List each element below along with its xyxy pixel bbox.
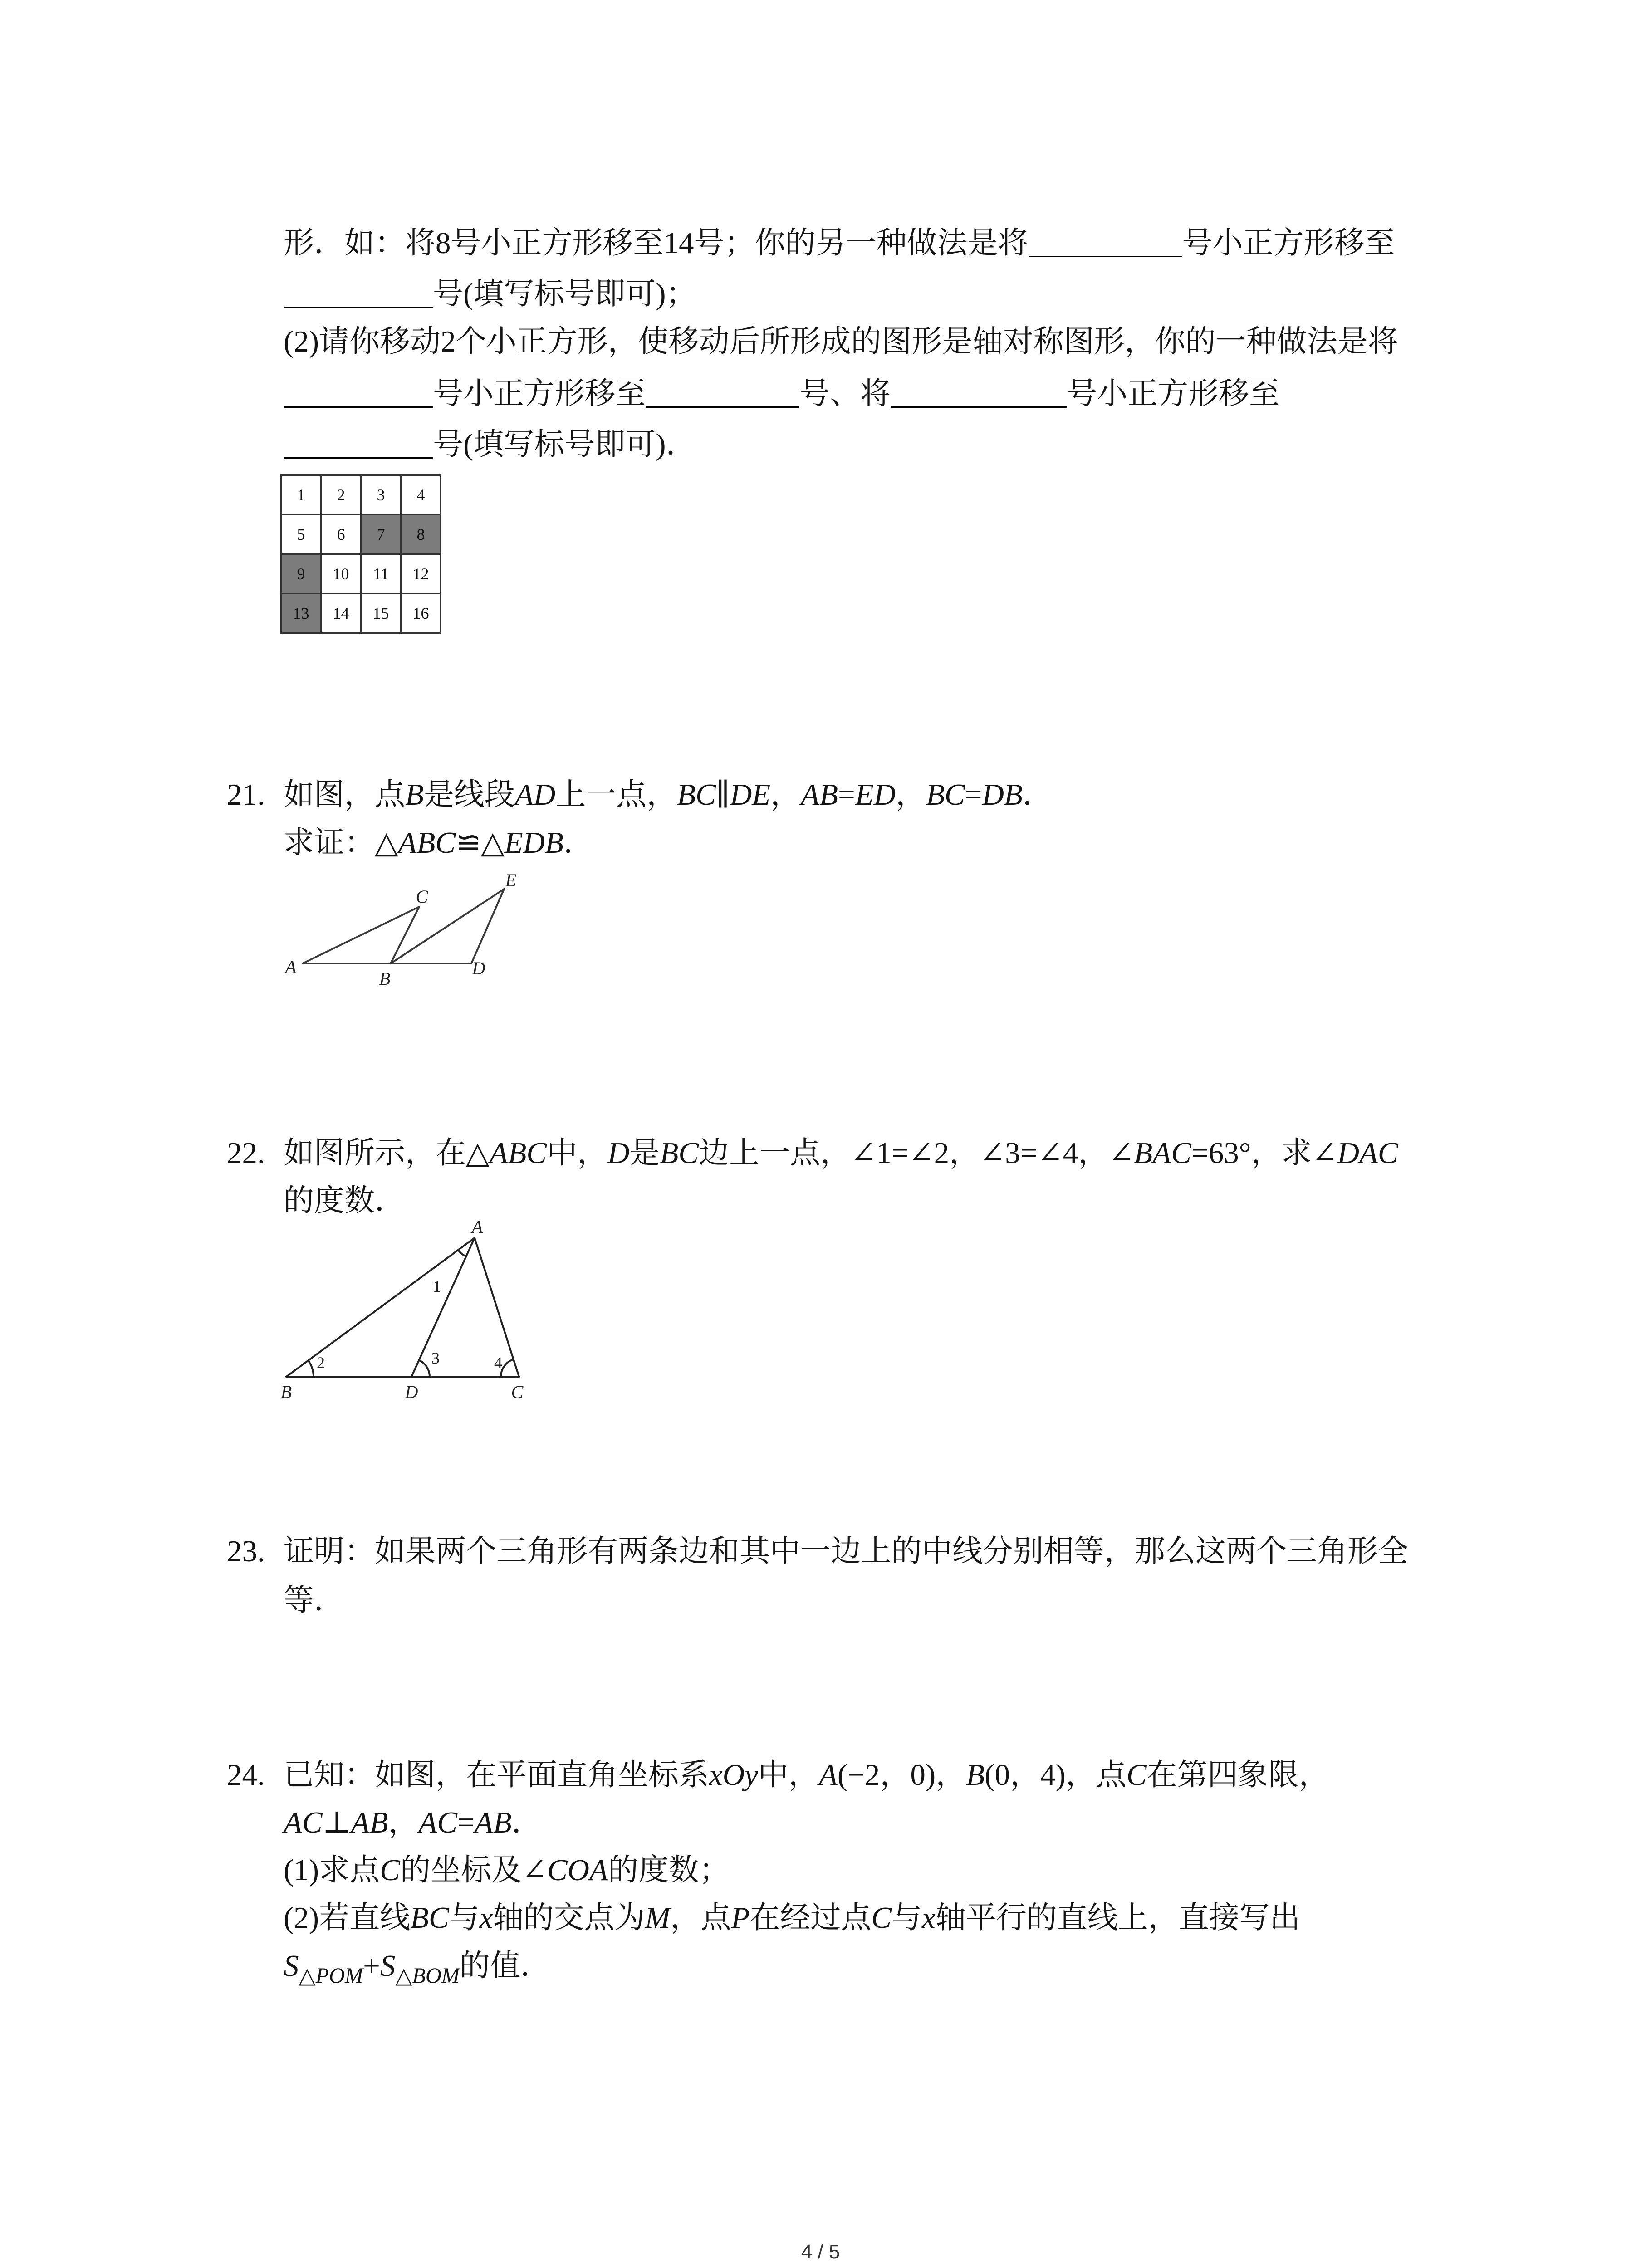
text-segment: =63°，求∠ xyxy=(1191,1136,1337,1170)
text-segment: ，点 xyxy=(670,1901,731,1935)
math-variable: BC xyxy=(410,1901,449,1935)
math-variable: x xyxy=(921,1901,936,1935)
point-label-a: A xyxy=(471,1217,483,1237)
angle-label-4: 4 xyxy=(494,1354,502,1372)
math-variable: C xyxy=(871,1901,892,1935)
text-segment: (2)请你移动2个小正方形，使移动后所形成的图形是轴对称图形，你的一种做法是将 xyxy=(284,325,1398,358)
text-segment: (2)若直线 xyxy=(284,1901,411,1935)
text-segment: 上一点， xyxy=(555,778,677,811)
answer-blank xyxy=(284,279,433,308)
grid-cell: 1 xyxy=(282,476,322,515)
answer-blank xyxy=(646,379,799,408)
grid-cell: 14 xyxy=(322,594,362,634)
math-symbol: ∥ xyxy=(715,778,730,811)
text-segment: 如图，点 xyxy=(284,778,405,811)
grid-cell: 4 xyxy=(402,476,441,515)
answer-blank xyxy=(284,430,433,459)
text-segment: ， xyxy=(388,1806,419,1839)
grid-cell: 2 xyxy=(322,476,362,515)
q20-part1-line1 xyxy=(284,218,1395,269)
text-segment: 在第四象限， xyxy=(1146,1758,1329,1792)
math-variable: AB xyxy=(801,778,838,811)
point-label-c: C xyxy=(511,1382,524,1402)
answer-blank xyxy=(284,379,433,408)
math-symbol: ⊥ xyxy=(322,1806,351,1839)
math-variable: A xyxy=(818,1758,838,1792)
math-variable: COA xyxy=(547,1853,608,1887)
math-variable: BC xyxy=(926,778,965,811)
q20-part2-line1 xyxy=(284,316,1398,367)
segment-ad xyxy=(411,1238,475,1377)
math-variable: BC xyxy=(660,1136,699,1170)
text-segment: (−2，0)， xyxy=(837,1758,966,1792)
math-symbol: △ xyxy=(395,1964,412,1988)
q21-line1 xyxy=(284,769,1053,820)
segment-ac xyxy=(303,907,419,963)
math-variable: AC xyxy=(284,1806,323,1839)
q24-line3 xyxy=(284,1845,730,1896)
question-number: 24. xyxy=(227,1758,265,1792)
text-segment: ． xyxy=(563,826,594,860)
text-segment: 轴的交点为 xyxy=(493,1901,645,1935)
point-label-e: E xyxy=(505,870,517,890)
text-segment: 号、将 xyxy=(799,377,891,411)
point-label-b: B xyxy=(280,1382,292,1402)
question-number: 23. xyxy=(227,1535,265,1568)
point-label-a: A xyxy=(285,957,297,977)
grid-cell: 12 xyxy=(402,555,441,594)
math-variable: DAC xyxy=(1337,1136,1398,1170)
math-variable: P xyxy=(731,1901,750,1935)
q20-part2-line3 xyxy=(284,419,696,470)
q24-line1 xyxy=(284,1750,1329,1800)
answer-blank xyxy=(891,379,1067,408)
text-segment: 证明：如果两个三角形有两条边和其中一边上的中线分别相等，那么这两个三角形全 xyxy=(284,1535,1408,1568)
text-segment: 与 xyxy=(449,1901,480,1935)
math-variable: S xyxy=(284,1949,299,1983)
grid-cell: 11 xyxy=(362,555,402,594)
text-segment: 中， xyxy=(758,1758,819,1792)
math-variable: C xyxy=(380,1853,400,1887)
text-segment: 的度数． xyxy=(284,1184,405,1217)
text-segment: 形．如：将8号小正方形移至14号；你的另一种做法是将 xyxy=(284,226,1029,260)
q20-part1-line2 xyxy=(284,269,696,319)
segment-ba xyxy=(286,1238,475,1377)
math-variable: xOy xyxy=(709,1758,758,1792)
math-variable: D xyxy=(607,1136,630,1170)
math-symbol: + xyxy=(363,1949,380,1983)
text-segment: ， xyxy=(896,778,926,811)
math-variable: EDB xyxy=(504,826,563,860)
angle-arc-1 xyxy=(458,1250,466,1256)
math-variable: x xyxy=(479,1901,493,1935)
page-number: 4 / 5 xyxy=(801,2241,840,2263)
q24-line2 xyxy=(284,1797,542,1848)
text-segment: 的坐标及∠ xyxy=(400,1853,547,1887)
text-segment: 已知：如图，在平面直角坐标系 xyxy=(284,1758,709,1792)
text-segment: (1)求点 xyxy=(284,1853,380,1887)
text-segment: ． xyxy=(1022,778,1053,811)
text-segment: ， xyxy=(770,778,801,811)
numbered-square-grid xyxy=(280,474,441,634)
text-segment: 号小正方形移至 xyxy=(1182,226,1395,260)
math-variable: AB xyxy=(474,1806,512,1839)
math-symbol: ≌△ xyxy=(456,826,505,860)
text-segment: 是线段 xyxy=(423,778,515,811)
text-segment: 号(填写标号即可)； xyxy=(433,277,696,311)
math-variable: BAC xyxy=(1134,1136,1191,1170)
q21-figure xyxy=(272,862,554,998)
grid-cell-shaded: 7 xyxy=(362,515,402,555)
math-variable: ABC xyxy=(398,826,456,860)
math-variable: DE xyxy=(730,778,771,811)
math-variable: ABC xyxy=(489,1136,547,1170)
grid-cell: 5 xyxy=(282,515,322,555)
math-variable: BC xyxy=(677,778,716,811)
text-segment: 轴平行的直线上，直接写出 xyxy=(935,1901,1300,1935)
math-variable: M xyxy=(645,1901,671,1935)
grid-cell: 15 xyxy=(362,594,402,634)
math-variable: B xyxy=(405,778,424,811)
grid-cell: 16 xyxy=(402,594,441,634)
angle-label-2: 2 xyxy=(317,1354,325,1372)
text-segment: 的值． xyxy=(459,1949,551,1983)
grid-cell-shaded: 8 xyxy=(402,515,441,555)
angle-label-3: 3 xyxy=(431,1349,440,1367)
text-segment: 边上一点，∠1=∠2，∠3=∠4，∠ xyxy=(699,1136,1134,1170)
text-segment: 中， xyxy=(547,1136,608,1170)
q24-line5 xyxy=(284,1941,551,1991)
math-variable: AD xyxy=(514,778,556,811)
math-variable: POM xyxy=(315,1964,363,1988)
grid-cell-shaded: 9 xyxy=(282,555,322,594)
text-segment: 求证：△ xyxy=(284,826,398,860)
text-segment: 号(填写标号即可)． xyxy=(433,428,696,461)
angle-arc-4 xyxy=(501,1359,514,1377)
math-variable: C xyxy=(1126,1758,1147,1792)
grid-cell: 6 xyxy=(322,515,362,555)
angle-arc-2 xyxy=(308,1360,314,1377)
q23-line2 xyxy=(284,1575,344,1626)
subscript xyxy=(395,1964,460,1988)
q20-part2-line2 xyxy=(284,368,1279,419)
point-label-b: B xyxy=(379,968,391,989)
math-variable: BOM xyxy=(412,1964,460,1988)
text-segment: 号小正方形移至 xyxy=(1067,377,1279,411)
grid-cell: 3 xyxy=(362,476,402,515)
q22-figure xyxy=(272,1207,554,1406)
answer-blank xyxy=(1029,229,1182,257)
text-segment: 在经过点 xyxy=(749,1901,872,1935)
text-segment: 与 xyxy=(891,1901,922,1935)
grid-cell-shaded: 13 xyxy=(282,594,322,634)
math-symbol: = xyxy=(965,778,982,811)
math-symbol: = xyxy=(838,778,855,811)
text-segment: ． xyxy=(511,1806,542,1839)
q22-line1 xyxy=(284,1128,1398,1178)
math-variable: AB xyxy=(351,1806,388,1839)
point-label-c: C xyxy=(416,886,428,907)
subscript xyxy=(299,1964,363,1988)
q24-line4 xyxy=(284,1892,1300,1943)
grid-cell: 10 xyxy=(322,555,362,594)
q23-line1 xyxy=(284,1526,1408,1577)
math-variable: DB xyxy=(982,778,1023,811)
q21-line2 xyxy=(284,817,594,868)
angle-arc-3 xyxy=(419,1360,430,1377)
question-number: 22. xyxy=(227,1136,265,1170)
math-variable: ED xyxy=(855,778,896,811)
math-variable: B xyxy=(966,1758,985,1792)
text-segment: 等． xyxy=(284,1584,344,1617)
text-segment: 如图所示，在△ xyxy=(284,1136,490,1170)
text-segment: (0，4)，点 xyxy=(985,1758,1127,1792)
question-number: 21. xyxy=(227,778,265,811)
math-symbol: △ xyxy=(299,1964,316,1988)
text-segment: 号小正方形移至 xyxy=(433,377,646,411)
math-symbol: = xyxy=(457,1806,475,1839)
math-variable: S xyxy=(380,1949,396,1983)
text-segment: 是 xyxy=(629,1136,660,1170)
math-variable: AC xyxy=(418,1806,458,1839)
point-label-d: D xyxy=(472,958,485,978)
text-segment: 的度数； xyxy=(607,1853,730,1887)
angle-label-1: 1 xyxy=(433,1277,441,1295)
point-label-d: D xyxy=(405,1382,418,1402)
